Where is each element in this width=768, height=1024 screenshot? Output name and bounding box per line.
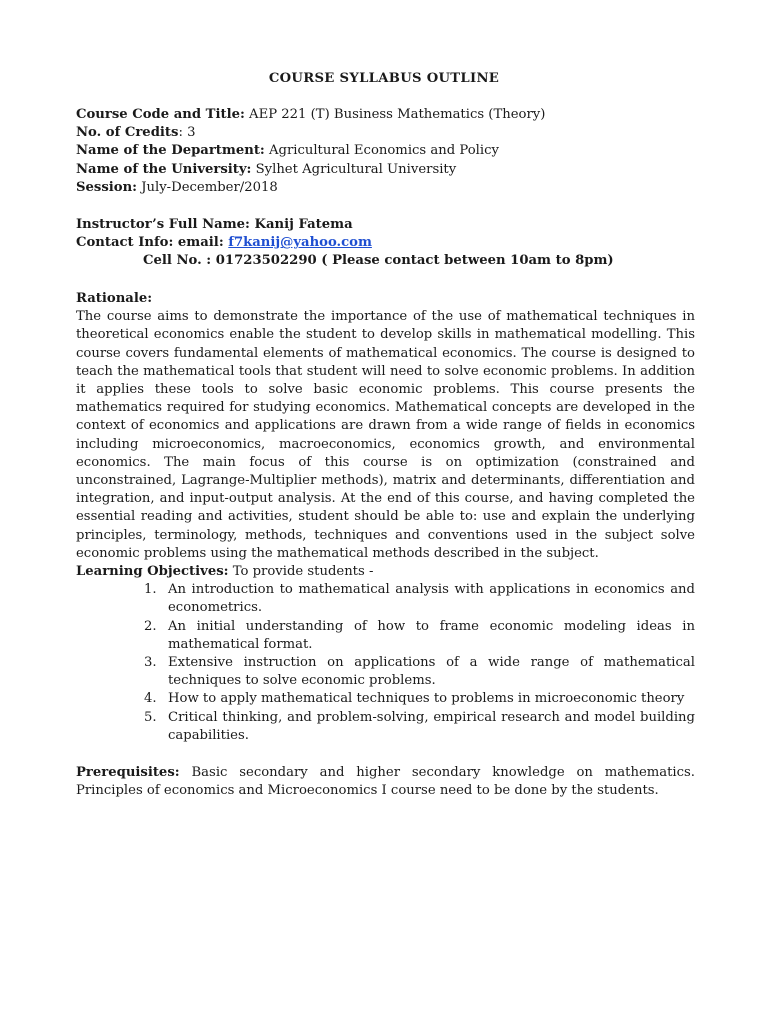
list-item: 5. Critical thinking, and problem-solving, empirical research and model building capabilities. bbox=[144, 709, 695, 743]
objectives-list bbox=[76, 581, 695, 745]
objectives-section bbox=[76, 563, 695, 745]
course-info-section bbox=[76, 106, 695, 197]
instructor-section bbox=[76, 216, 695, 252]
cell-number-line: Cell No. : 01723502290 ( Please contact between 10am to 8pm) bbox=[143, 253, 614, 268]
instructor-name: Instructor’s Full Name: Kanij Fatema bbox=[76, 217, 353, 232]
rationale-heading: Rationale: bbox=[76, 291, 153, 306]
credits-line: No. of Credits: 3 bbox=[76, 125, 196, 141]
course-code-line: Course Code and Title: AEP 221 (T) Business Mathematics (Theory) bbox=[76, 107, 546, 122]
document-title: COURSE SYLLABUS OUTLINE bbox=[268, 71, 500, 86]
university-line: Name of the University: Sylhet Agricultural University bbox=[76, 161, 457, 177]
list-item: 3. Extensive instruction on applications of a wide range of mathematical techniques to solve economic problems. bbox=[144, 655, 695, 689]
objectives-heading-line: Learning Objectives: To provide students - bbox=[76, 564, 374, 579]
rationale-section bbox=[76, 290, 695, 563]
prerequisites-text: Basic secondary and higher secondary knowledge on mathematics. Principles of economics and Microeconomics I course need to be done by the students. bbox=[76, 765, 695, 799]
session-line: Session: July-December/2018 bbox=[76, 179, 278, 195]
prerequisites-heading: Prerequisites: bbox=[76, 765, 180, 780]
list-item: 2. An initial understanding of how to frame economic modeling ideas in mathematical format. bbox=[144, 618, 695, 652]
list-item: 1. An introduction to mathematical analysis with applications in economics and econometrics. bbox=[144, 582, 695, 616]
rationale-text: The course aims to demonstrate the importance of the use of mathematical techniques in theoretical economics enable the student to develop skills in mathematical modelling. This course covers fundamental elements of mathematical economics. The course is designed to teach the mathematical tools that student will need to solve economic problems. In addition it applies these tools to solve basic economic problems. This course presents the mathematics required for studying economics. Mathematical concepts are developed in the context of economics and applications are drawn from a wide range of fields in economics including microeconomics, macroeconomics, economics growth, and environmental economics. The main focus of this course is on optimization (constrained and unconstrained, Lagrange-Multiplier methods), matrix and determinants, differentiation and integration, and input-output analysis. At the end of this course, and having completed the essential reading and activities, student should be able to: use and explain the underlying principles, terminology, methods, techniques and conventions used in the subject solve economic problems using the mathematical methods described in the subject. bbox=[76, 309, 695, 561]
email-link[interactable]: f7kanij@yahoo.com bbox=[228, 235, 372, 251]
department-line: Name of the Department: Agricultural Economics and Policy bbox=[76, 143, 499, 159]
prerequisites-section bbox=[76, 764, 695, 800]
list-item: 4. How to apply mathematical techniques to problems in microeconomic theory bbox=[144, 691, 685, 707]
contact-line: Contact Info: email: f7kanij@yahoo.com bbox=[76, 235, 372, 251]
